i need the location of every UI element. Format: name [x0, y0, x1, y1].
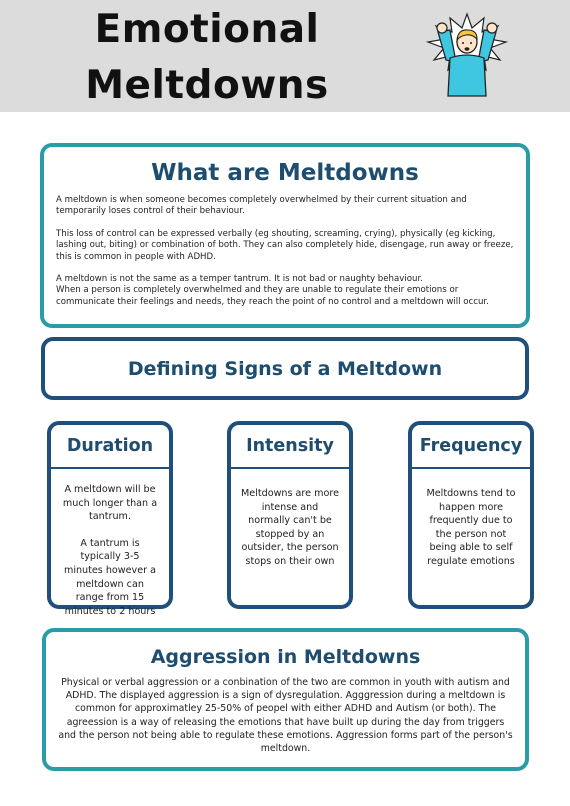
defining-heading: Defining Signs of a Meltdown — [127, 357, 443, 380]
what-para-1: A meltdown is when someone becomes completely overwhelmed by their current situation and temporarily loses control of their behaviour. — [56, 195, 467, 217]
what-para-3b: When a person is completely overwhelmed and they are unable to regulate their emotions or communicate their feelings and needs, they reach the point of no control and a meltdown will occur. — [56, 285, 489, 307]
what-para-3 — [56, 274, 514, 308]
intensity-body: Meltdowns are more intense and normally can't be stopped by an outsider, the person stops on their own — [241, 488, 339, 567]
what-para-2: This loss of control can be expressed verbally (eg shouting, screaming, crying), physically (eg kicking, lashing out, biting) or combination of both. They can also completely hide, disengage, run away or freeze, this is common in people with ADHD. — [56, 228, 514, 262]
page-header — [0, 0, 570, 112]
duration-divider — [51, 467, 169, 469]
defining-signs-banner — [41, 337, 529, 400]
aggression-text: Physical or verbal aggression or a conbination of the two are common in youth with autism and ADHD. The displayed aggression is a sign of dysregulation. Agggression during a meltdown is common for approximatley 25-50% of peopel with either ADHD and Autism (or both). The agreession is a way of releasing the emotions that have built up during the day from triggers and the person not being able to regulate these emotions. Aggression forms part of the person's meltdown. — [58, 677, 513, 755]
page-title — [72, 2, 342, 114]
frequency-card — [408, 421, 534, 609]
duration-title: Duration — [66, 436, 154, 456]
duration-text-1: A meltdown will be much longer than a tantrum. — [62, 484, 158, 523]
frequency-divider — [412, 467, 530, 469]
duration-text-2: A tantrum is typically 3-5 minutes however a meltdown can range from 15 minutes to 2 hours — [63, 537, 157, 617]
what-heading: What are Meltdowns — [151, 160, 419, 186]
frequency-title: Frequency — [419, 436, 523, 456]
stressed-person-icon — [426, 12, 508, 98]
intensity-divider — [231, 467, 349, 469]
aggression-card — [42, 628, 529, 771]
frequency-body: Meltdowns tend to happen more frequently due to the person not being able to self regulate emotions — [426, 488, 516, 567]
what-para-3a: A meltdown is not the same as a temper tantrum. It is not bad or naughty behaviour. — [56, 274, 423, 285]
title-line-1: Emotional — [94, 7, 320, 52]
title-line-2: Meltdowns — [85, 63, 329, 108]
what-are-meltdowns-card — [40, 143, 530, 328]
aggression-heading: Aggression in Meltdowns — [150, 646, 421, 668]
intensity-title: Intensity — [246, 436, 334, 456]
intensity-card — [227, 421, 353, 609]
duration-body — [51, 483, 169, 618]
duration-card — [47, 421, 173, 617]
